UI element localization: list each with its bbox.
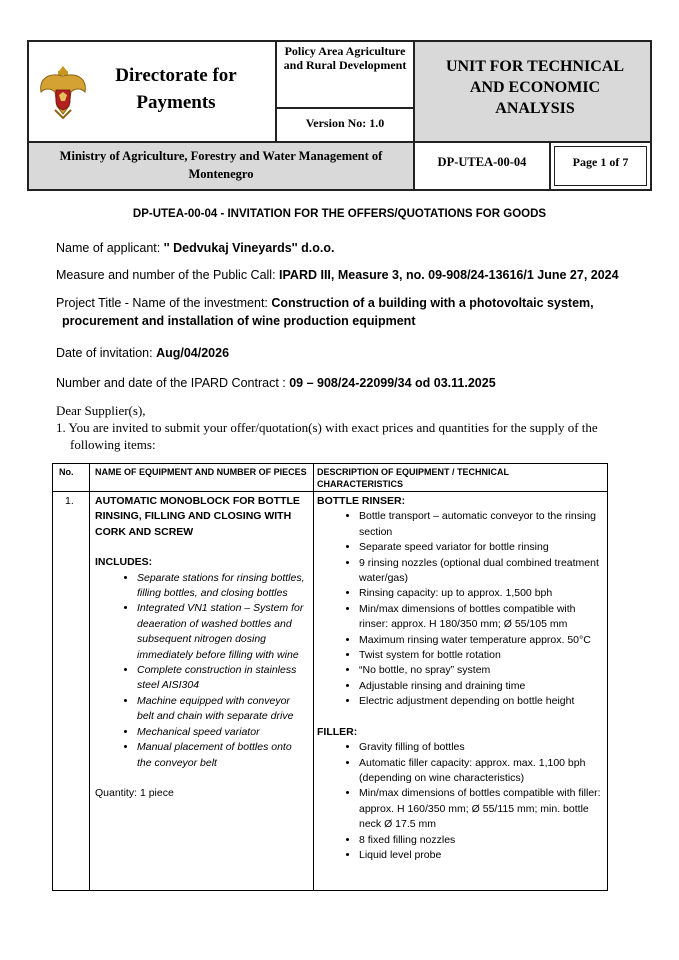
row-number: 1.: [65, 495, 74, 507]
list-item: • 8 fixed filling nozzles: [359, 833, 603, 848]
org-title: Directorate for Payments: [115, 65, 237, 113]
project-label: Project Title - Name of the investment:: [56, 296, 272, 310]
document-title: DP-UTEA-00-04 - INVITATION FOR THE OFFERS/QUOTATIONS FOR GOODS: [132, 208, 547, 220]
coat-of-arms-icon: [37, 62, 89, 122]
page-number: Page 1 of 7: [572, 155, 629, 169]
rinser-label: BOTTLE RINSER:: [317, 495, 406, 507]
list-item: • Liquid level probe: [359, 848, 603, 863]
measure-line: [56, 268, 619, 282]
applicant-label: Name of applicant:: [56, 241, 164, 255]
list-item: • Machine equipped with conveyor belt and chain with separate drive: [137, 694, 307, 725]
header-name: NAME OF EQUIPMENT AND NUMBER OF PIECES: [95, 467, 307, 477]
document-header: [27, 40, 652, 191]
code-cell: [413, 141, 551, 191]
list-item: • Separate stations for rinsing bottles, filling bottles, and closing bottles: [137, 571, 307, 602]
includes-list: [95, 571, 307, 771]
list-item: • Adjustable rinsing and draining time: [359, 679, 603, 694]
header-description: DESCRIPTION OF EQUIPMENT / TECHNICAL CHARACTERISTICS: [317, 467, 509, 489]
contract-line: [56, 376, 496, 390]
header-no: No.: [59, 467, 74, 477]
applicant-value: '' Dedvukaj Vineyards'' d.o.o.: [163, 241, 335, 255]
date-label: Date of invitation:: [56, 346, 157, 360]
version-number: Version No: 1.0: [305, 116, 385, 130]
header-divider: [53, 491, 607, 492]
policy-area: Policy Area Agriculture and Rural Development: [283, 44, 407, 72]
date-line: [56, 346, 229, 360]
project-value-2: procurement and installation of wine production equipment: [62, 314, 416, 328]
unit-cell: [413, 40, 652, 143]
list-item: • Min/max dimensions of bottles compatible with rinser: approx. H 180/350 mm; Ø 55/105 mm: [359, 602, 603, 633]
rinser-list: [317, 509, 603, 709]
list-item: • 9 rinsing nozzles (optional dual combined treatment water/gas): [359, 556, 603, 587]
measure-label: Measure and number of the Public Call:: [56, 268, 280, 282]
contract-label: Number and date of the IPARD Contract :: [56, 376, 290, 390]
list-item: • Min/max dimensions of bottles compatible with filler: approx. H 160/350 mm; Ø 55/115 mm; min. bottle neck Ø 17.5 mm: [359, 786, 603, 832]
list-item: • Bottle transport – automatic conveyor to the rinsing section: [359, 509, 603, 540]
list-item: • Rinsing capacity: up to approx. 1,500 bph: [359, 586, 603, 601]
greeting: Dear Supplier(s),: [56, 403, 146, 418]
intro-paragraph: 1. You are invited to submit your offer/quotation(s) with exact prices and quantities for the supply of the following items:: [56, 420, 598, 452]
equipment-name: AUTOMATIC MONOBLOCK FOR BOTTLE RINSING, FILLING AND CLOSING WITH CORK AND SCREW: [95, 495, 300, 538]
name-cell: [95, 494, 307, 801]
policy-cell: [275, 40, 415, 143]
description-cell: [317, 494, 603, 863]
date-value: Aug/04/2026: [156, 346, 230, 360]
list-item: • Maximum rinsing water temperature approx. 50°C: [359, 633, 603, 648]
letter-body: [56, 402, 636, 453]
list-item: • Complete construction in stainless steel AISI304: [137, 663, 307, 694]
list-item: • Integrated VN1 station – System for deaeration of washed bottles and subsequent nitrogen dosing immediately before filling with wine: [137, 601, 307, 663]
org-cell: [27, 40, 277, 143]
equipment-table: [52, 463, 608, 891]
list-item: • Separate speed variator for bottle rinsing: [359, 540, 603, 555]
list-item: • Gravity filling of bottles: [359, 740, 603, 755]
filler-list: [317, 740, 603, 863]
page-cell: [549, 141, 652, 191]
ministry-name: Ministry of Agriculture, Forestry and Water Management of Montenegro: [59, 149, 383, 181]
list-item: • Electric adjustment depending on bottle height: [359, 694, 603, 709]
unit-title: UNIT FOR TECHNICAL AND ECONOMIC ANALYSIS: [445, 58, 625, 117]
list-item: • “No bottle, no spray” system: [359, 663, 603, 678]
col-divider: [89, 464, 90, 890]
project-value-1: Construction of a building with a photovoltaic system,: [271, 296, 594, 310]
ministry-cell: [27, 141, 415, 191]
list-item: • Automatic filler capacity: approx. max. 1,100 bph (depending on wine characteristics): [359, 756, 603, 787]
col-divider: [313, 464, 314, 890]
list-item: • Mechanical speed variator: [137, 725, 307, 740]
measure-value: IPARD III, Measure 3, no. 09-908/24-13616/1 June 27, 2024: [279, 268, 619, 282]
filler-label: FILLER:: [317, 725, 358, 738]
list-item: • Twist system for bottle rotation: [359, 648, 603, 663]
project-line: [56, 296, 594, 310]
document-code: DP-UTEA-00-04: [437, 155, 527, 169]
contract-value: 09 – 908/24-22099/34 od 03.11.2025: [289, 376, 496, 390]
list-item: • Manual placement of bottles onto the conveyor belt: [137, 740, 307, 771]
divider: [277, 107, 413, 109]
quantity: Quantity: 1 piece: [95, 786, 174, 799]
applicant-line: [56, 241, 334, 255]
includes-label: INCLUDES:: [95, 556, 153, 569]
